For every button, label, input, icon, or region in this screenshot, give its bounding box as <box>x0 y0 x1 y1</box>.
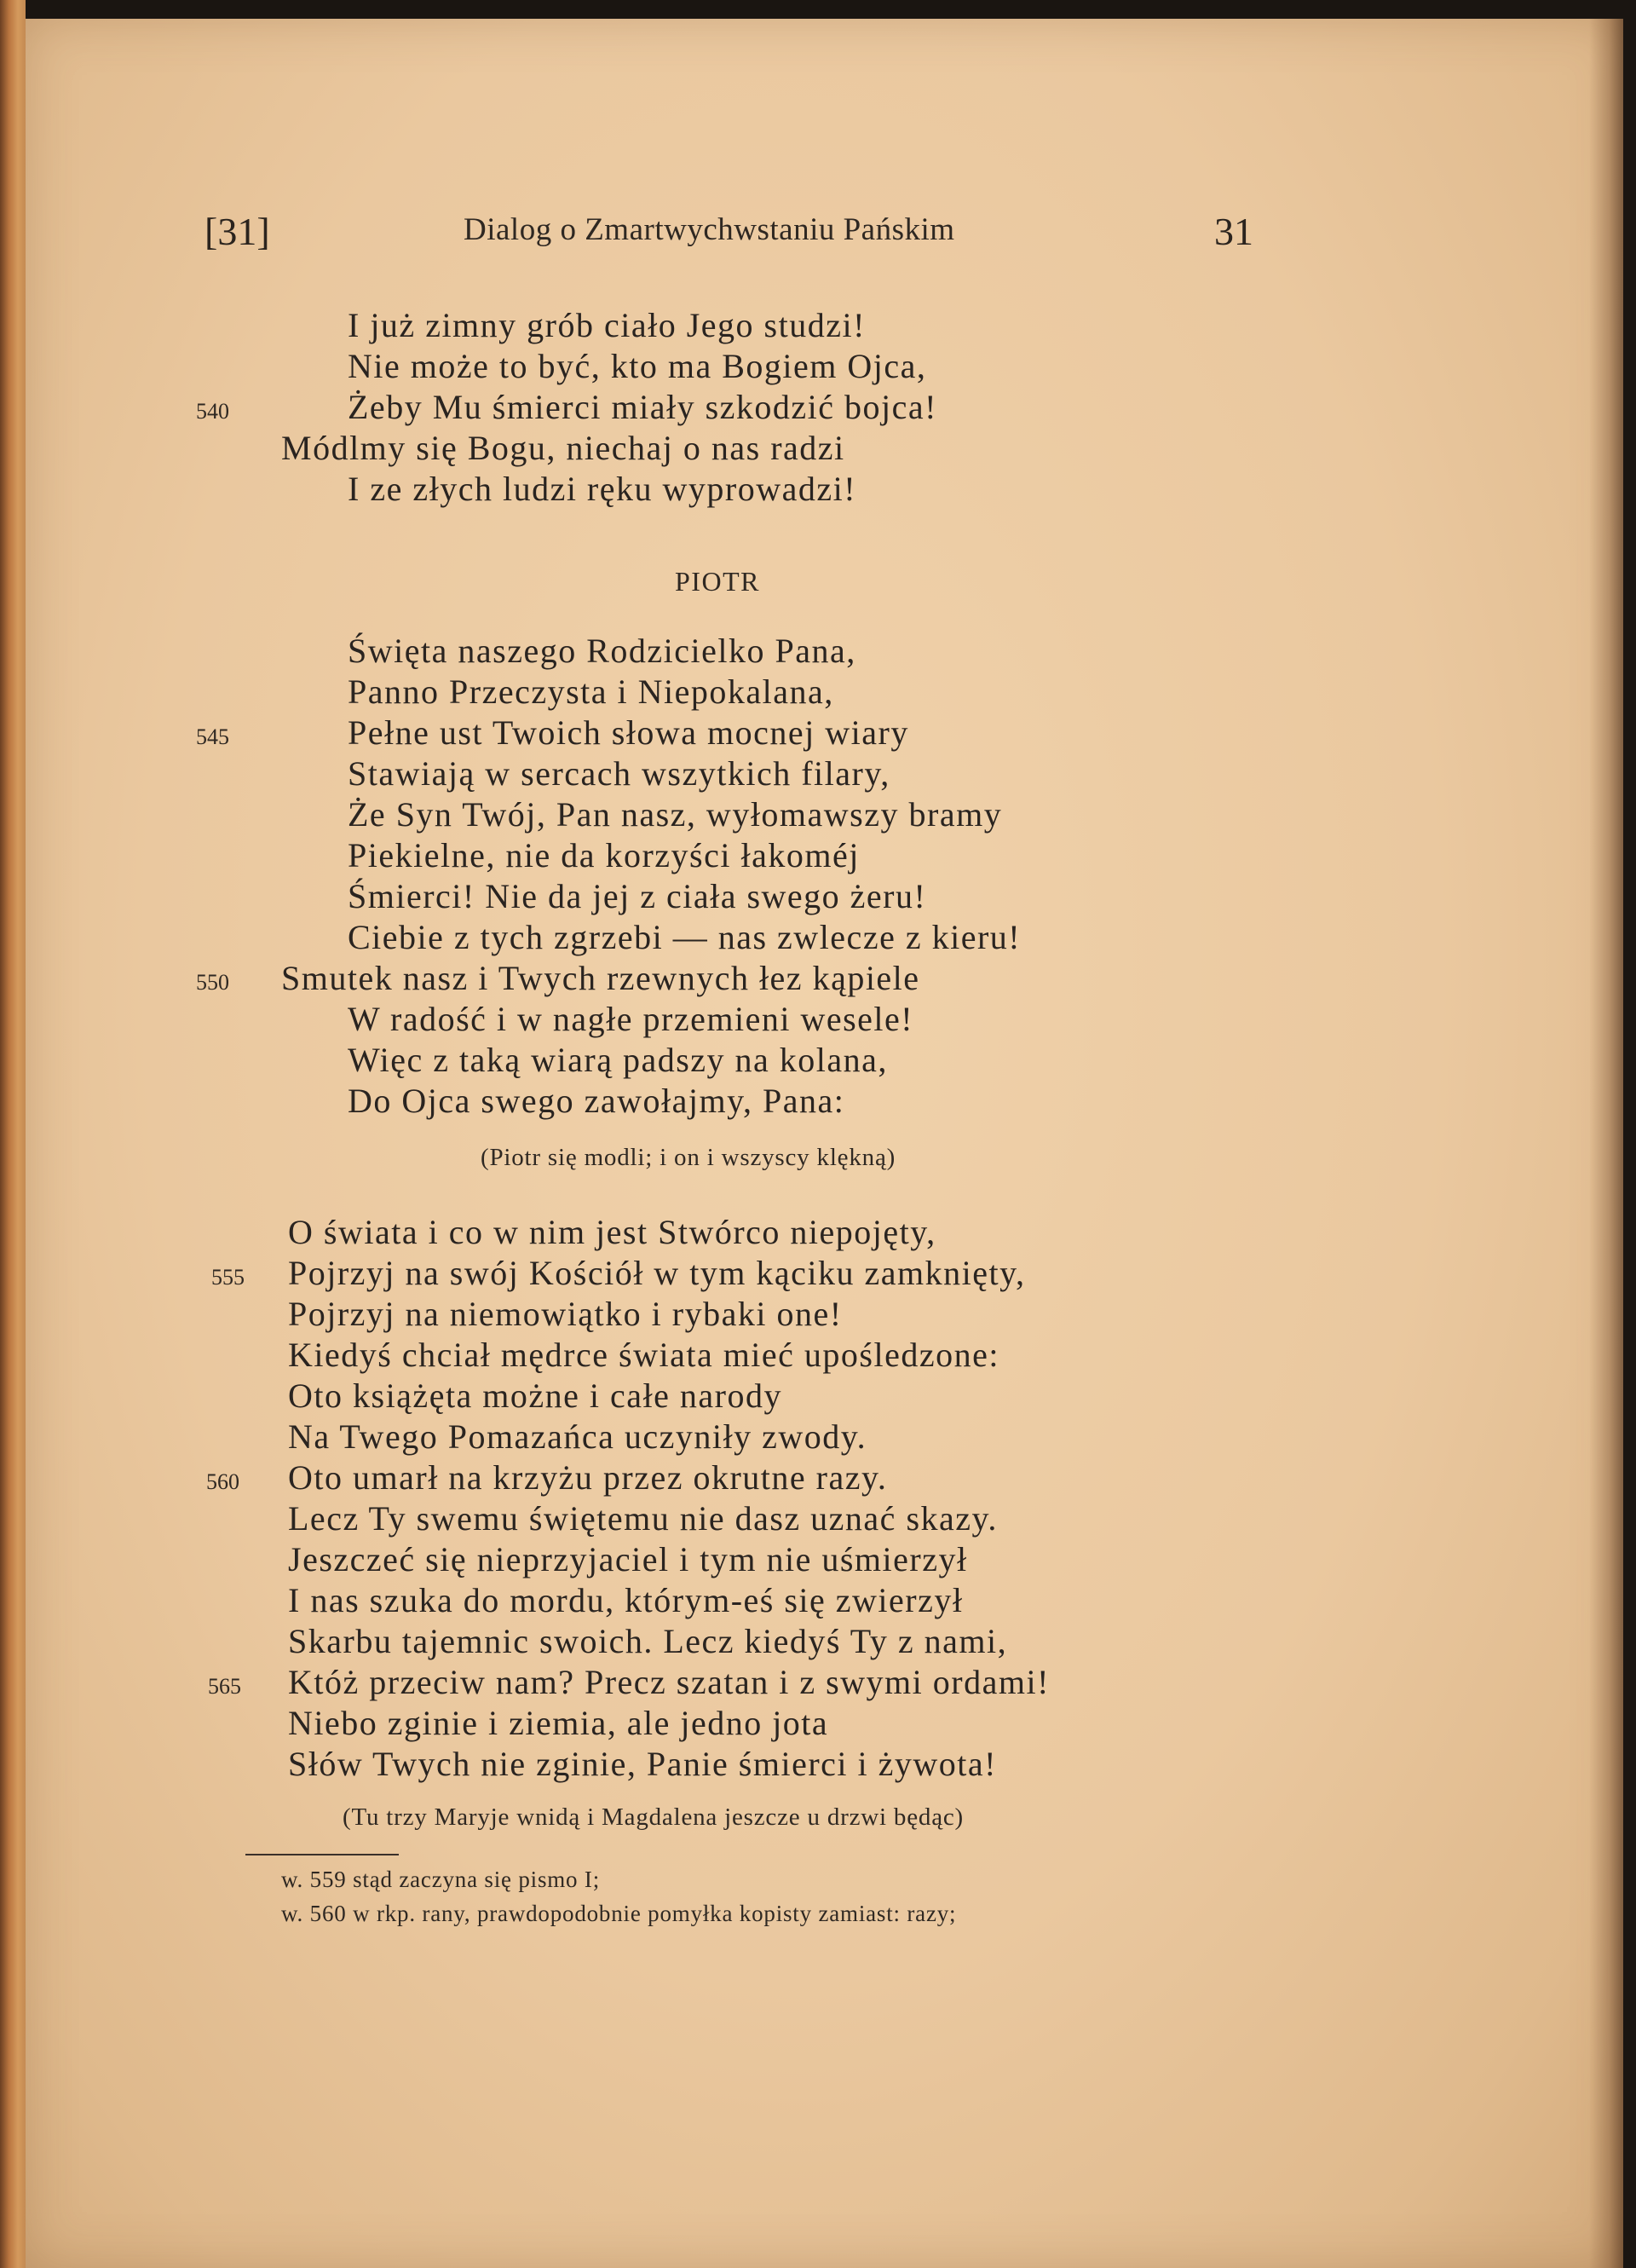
verse-line: Smutek nasz i Twych rzewnych łez kąpiele <box>281 959 920 997</box>
line-number: 540 <box>196 399 229 424</box>
verse-line: Oto umarł na krzyżu przez okrutne razy. <box>288 1458 888 1497</box>
verse-line: Że Syn Twój, Pan nasz, wyłomawszy bramy <box>348 795 1003 834</box>
verse-line: Na Twego Pomazańca uczyniły zwody. <box>288 1417 867 1456</box>
speaker-name: PIOTR <box>675 566 760 597</box>
stage-direction: (Tu trzy Maryje wnidą i Magdalena jeszcze u drzwi będąc) <box>343 1803 964 1831</box>
line-number: 545 <box>196 724 229 749</box>
verse-line: Lecz Ty swemu świętemu nie dasz uznać skazy. <box>288 1499 998 1538</box>
book-left-edge <box>0 0 26 2268</box>
verse-line: Jeszczeć się nieprzyjaciel i tym nie uśmierzył <box>288 1540 968 1578</box>
verse-line: Nie może to być, kto ma Bogiem Ojca, <box>348 347 927 385</box>
verse-line: Kiedyś chciał mędrce świata mieć upośledzone: <box>288 1336 999 1374</box>
verse-line: O świata i co w nim jest Stwórco niepojęty, <box>288 1213 936 1251</box>
verse-line: Piekielne, nie da korzyści łakoméj <box>348 836 860 874</box>
line-number: 565 <box>208 1674 241 1699</box>
verse-line: Śmierci! Nie da jej z ciała swego żeru! <box>348 877 927 915</box>
header-title: Dialog o Zmartwychwstaniu Pańskim <box>464 212 955 247</box>
footnote-rule <box>245 1854 399 1855</box>
verse-line: Święta naszego Rodzicielko Pana, <box>348 632 856 670</box>
verse-line: Oto książęta możne i całe narody <box>288 1376 782 1415</box>
verse-line: Słów Twych nie zginie, Panie śmierci i żywota! <box>288 1745 997 1783</box>
stage-direction: (Piotr się modli; i on i wszyscy klękną) <box>481 1144 896 1171</box>
verse-line: Panno Przeczysta i Niepokalana, <box>348 672 834 711</box>
verse-line: Żeby Mu śmierci miały szkodzić bojca! <box>348 388 937 426</box>
verse-line: Więc z taką wiarą padszy na kolana, <box>348 1041 888 1079</box>
verse-line: Skarbu tajemnic swoich. Lecz kiedyś Ty z nami, <box>288 1622 1008 1660</box>
verse-line: Ciebie z tych zgrzebi — nas zwlecze z kieru! <box>348 918 1022 956</box>
footnote: w. 560 w rkp. rany, prawdopodobnie pomyłka kopisty zamiast: razy; <box>281 1901 957 1926</box>
line-number: 550 <box>196 970 229 995</box>
page-spine-shadow <box>1589 19 1623 2268</box>
line-number: 560 <box>206 1469 239 1494</box>
verse-line: I nas szuka do mordu, którym-eś się zwierzył <box>288 1581 964 1619</box>
header-section-number: [31] <box>204 210 270 253</box>
verse-line: Któż przeciw nam? Precz szatan i z swymi ordami! <box>288 1663 1050 1701</box>
verse-line: I ze złych ludzi ręku wyprowadzi! <box>348 470 857 508</box>
verse-line: Stawiają w sercach wszytkich filary, <box>348 754 890 793</box>
verse-line: Pojrzyj na swój Kościół w tym kąciku zamknięty, <box>288 1254 1026 1292</box>
verse-line: Pełne ust Twoich słowa mocnej wiary <box>348 713 909 752</box>
verse-line: Pojrzyj na niemowiątko i rybaki one! <box>288 1295 843 1333</box>
book-page <box>26 19 1623 2268</box>
verse-line: I już zimny grób ciało Jego studzi! <box>348 306 866 344</box>
verse-line: W radość i w nagłe przemieni wesele! <box>348 1000 914 1038</box>
page-number: 31 <box>1214 210 1253 253</box>
verse-line: Módlmy się Bogu, niechaj o nas radzi <box>281 429 845 467</box>
verse-line: Do Ojca swego zawołajmy, Pana: <box>348 1082 845 1120</box>
line-number: 555 <box>211 1265 245 1290</box>
footnote: w. 559 stąd zaczyna się pismo I; <box>281 1867 601 1892</box>
verse-line: Niebo zginie i ziemia, ale jedno jota <box>288 1704 829 1742</box>
